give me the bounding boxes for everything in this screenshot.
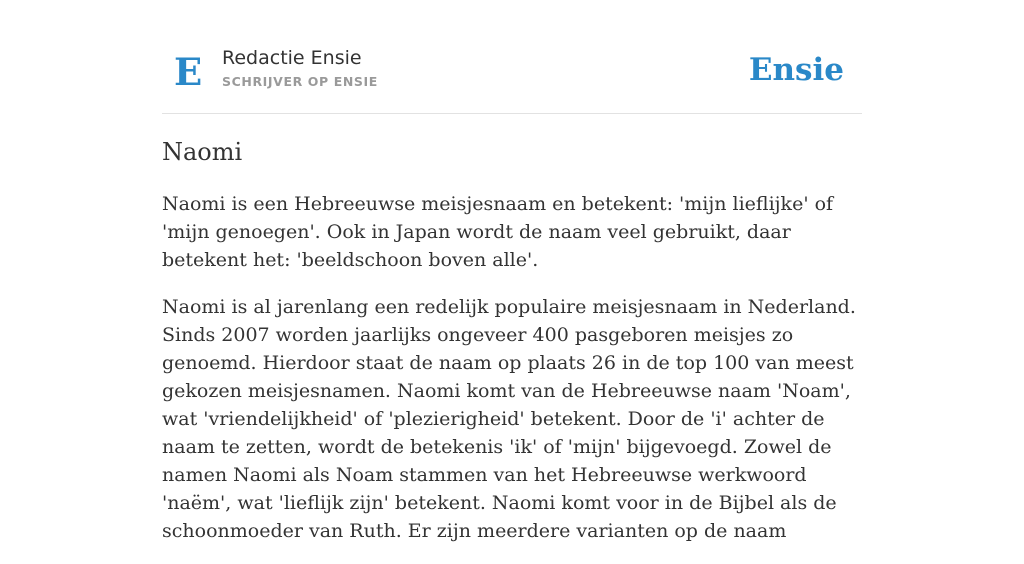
article-paragraph: Naomi is al jarenlang een redelijk populaire meisjesnaam in Nederland. Sinds 2007 worden jaarlijks ongeveer 400 pasgeboren meisjes zo genoemd. Hierdoor staat de naam op plaats 26 in de top 100 van meest gekozen meisjesnamen. Naomi komt van de Hebreeuwse naam 'Noam', wat 'vriendelijkheid' of 'plezierigheid' betekent. Door de 'i' achter de naam te zetten, wordt de betekenis 'ik' of 'mijn' bijgevoegd. Zowel de namen Naomi als Noam stammen van het Hebreeuwse werkwoord 'naëm', wat 'lieflijk zijn' betekent. Naomi komt voor in de Bijbel als de schoonmoeder van Ruth. Er zijn meerdere varianten op de naam — [162, 296, 856, 542]
author-header — [162, 40, 862, 114]
article-paragraph: Naomi is een Hebreeuwse meisjesnaam en betekent: 'mijn lieflijke' of 'mijn genoegen'. Ook in Japan wordt de naam veel gebruikt, daar betekent het: 'beeldschoon boven alle'. — [162, 193, 834, 271]
author-role: SCHRIJVER OP ENSIE — [222, 74, 378, 89]
author-avatar[interactable]: E — [174, 50, 203, 94]
article-title: Naomi — [162, 138, 243, 166]
brand-logo[interactable]: Ensie — [748, 52, 844, 88]
article-body — [162, 190, 862, 564]
author-name[interactable]: Redactie Ensie — [222, 47, 362, 69]
